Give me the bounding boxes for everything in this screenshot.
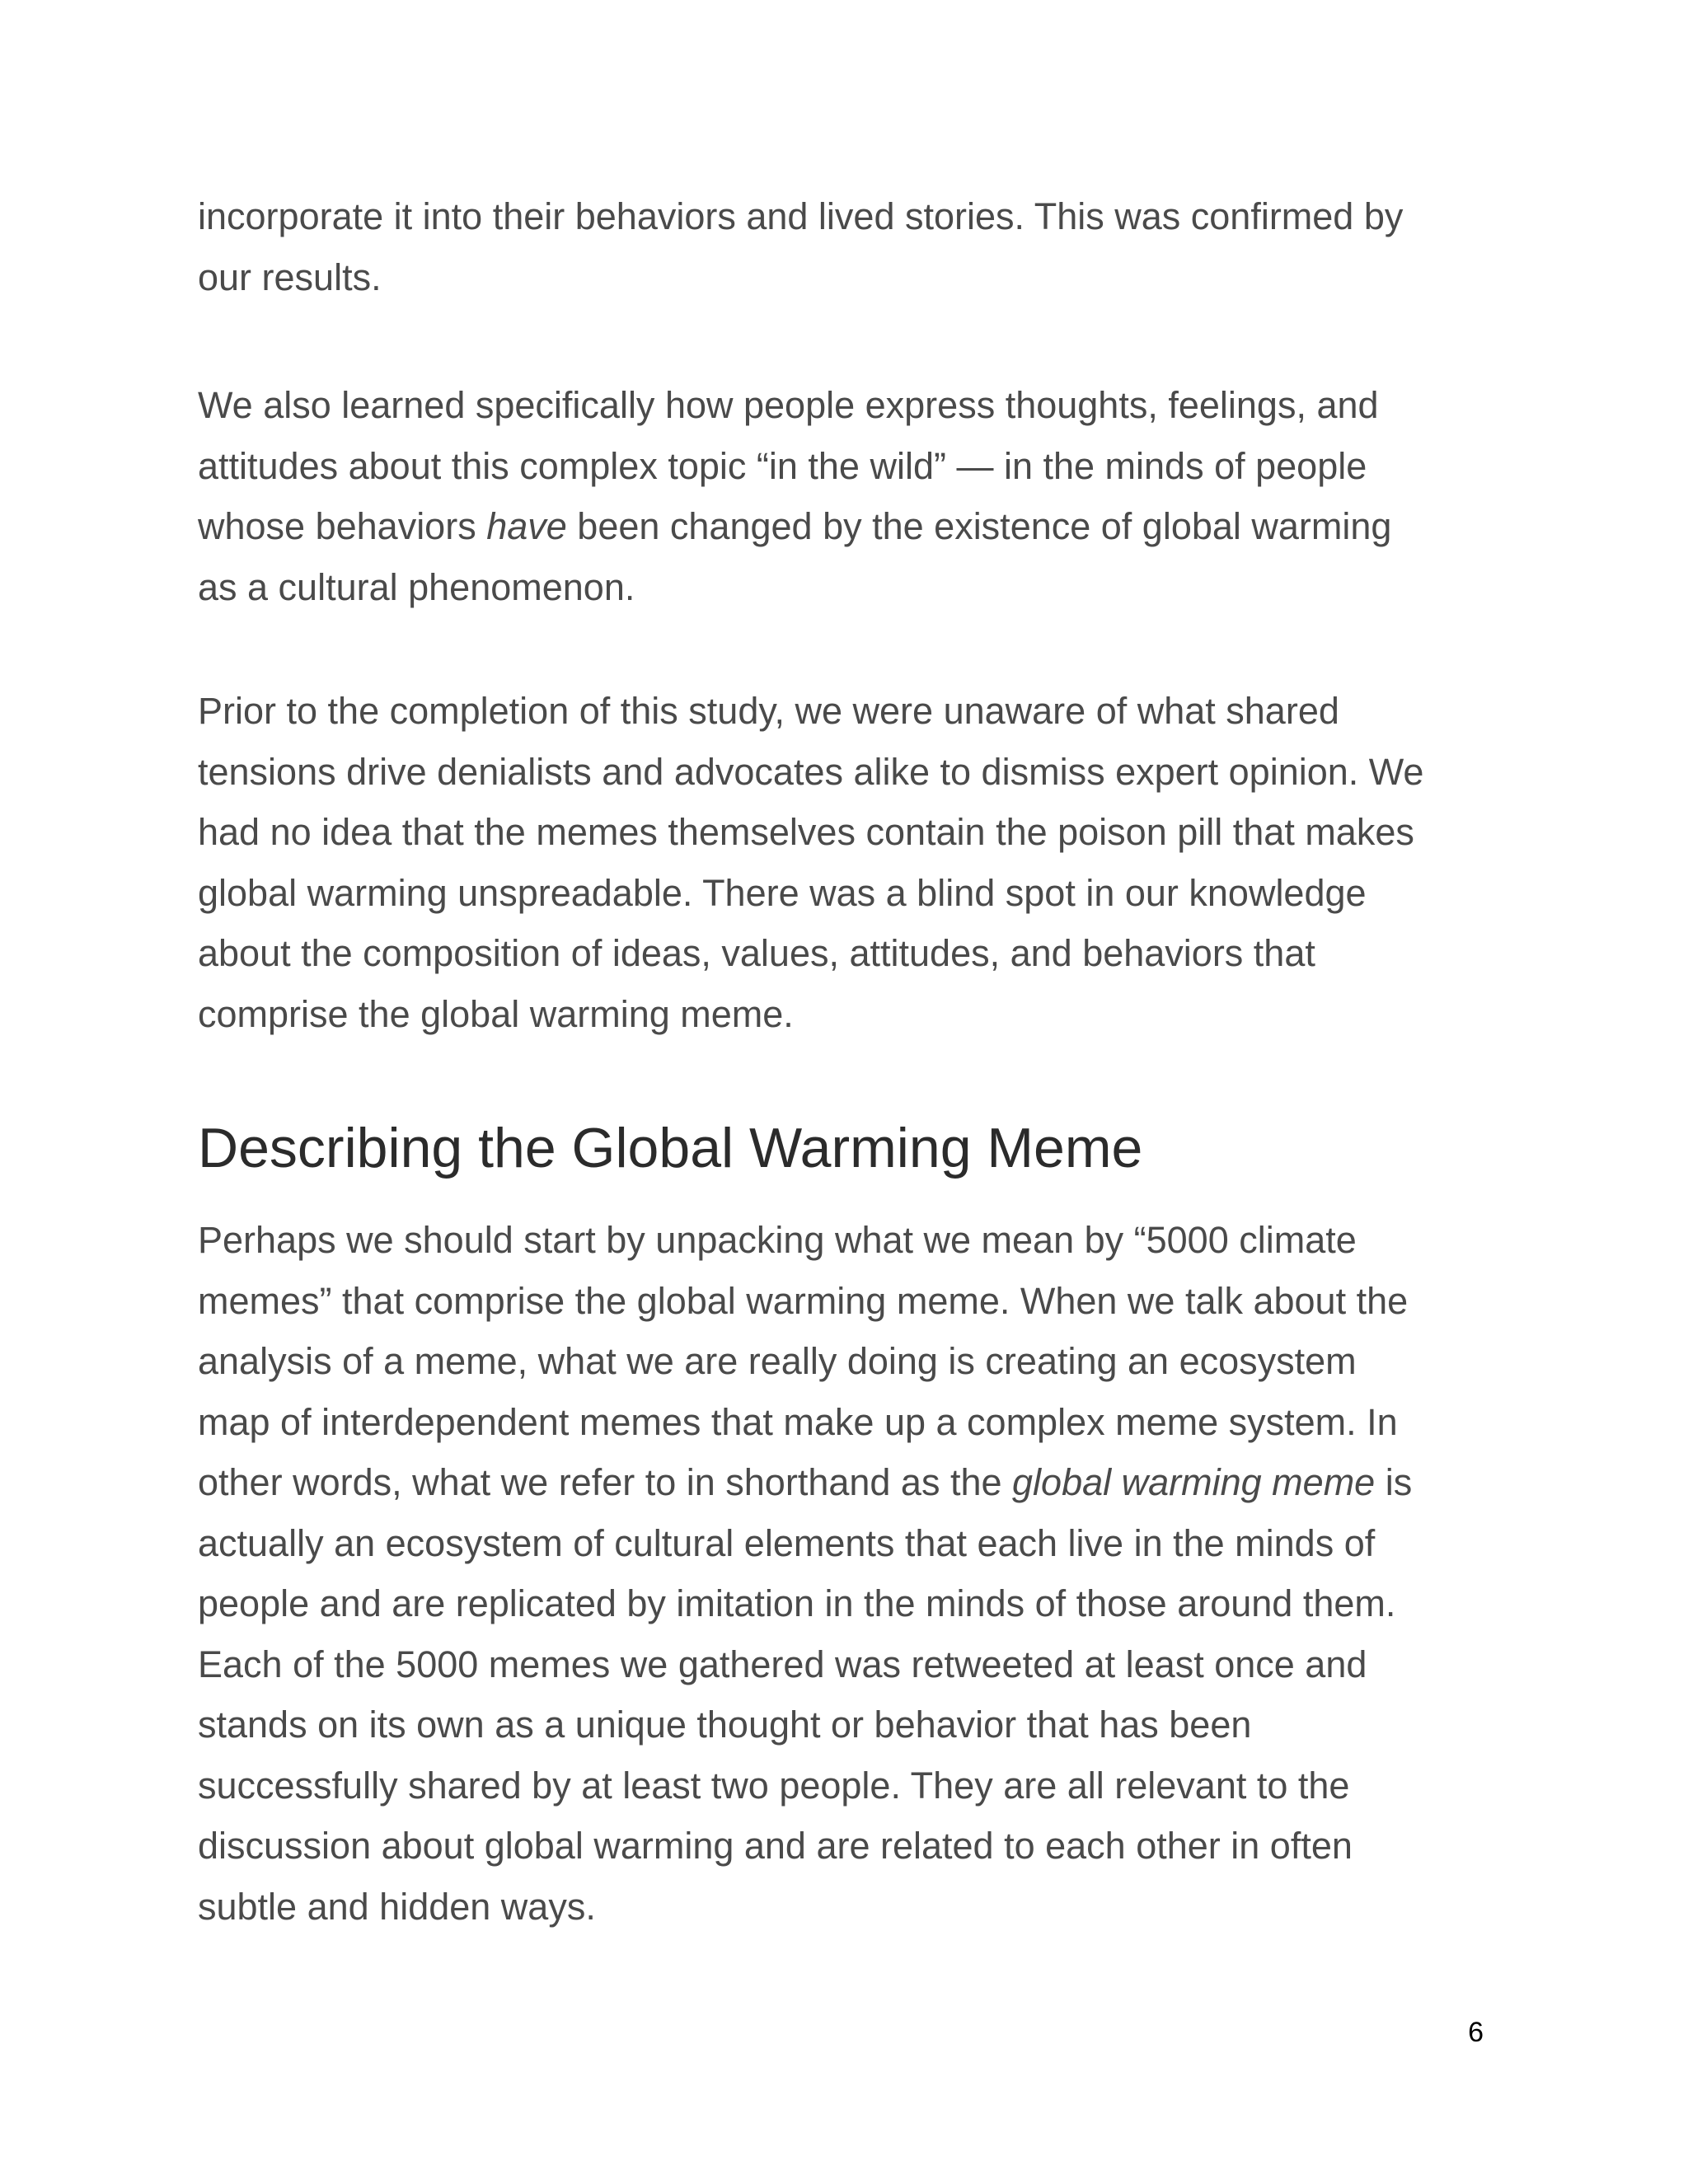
paragraph-text-segment: been changed by the existence of global warming as a cultural phenomenon. <box>198 505 1392 608</box>
emphasis-global-warming-meme: global warming meme <box>1012 1461 1376 1503</box>
paragraph-text-segment: We also learned specifically how people express thoughts, feelings, and attitudes about this complex topic “in the wild” — in the minds of people whose behaviors <box>198 384 1379 547</box>
section-heading: Describing the Global Warming Meme <box>198 1117 1143 1179</box>
paragraph-text-segment: is actually an ecosystem of cultural elements that each live in the minds of people and are replicated by imitation in the minds of those around them. Each of the 5000 memes we gathered was retweeted at least once and stands on its own as a unique thought or behavior that has been successfully shared by at least two people. They are all relevant to the discussion about global warming and are related to each other in often subtle and hidden ways. <box>198 1461 1413 1928</box>
paragraph-continued: incorporate it into their behaviors and lived stories. This was confirmed by our results. <box>198 195 1404 298</box>
paragraph-text-segment: Perhaps we should start by unpacking what we mean by “5000 climate memes” that comprise the global warming meme. When we talk about the analysis of a meme, what we are really doing is creating an ecosystem map of interdependent memes that make up a complex meme system. In other words, what we refer to in shorthand as the <box>198 1219 1409 1503</box>
emphasis-have: have <box>486 505 567 547</box>
page-number: 6 <box>1468 2017 1484 2048</box>
paragraph-describing-meme <box>198 1210 1500 1937</box>
paragraph-prior-to-study: Prior to the completion of this study, we were unaware of what shared tensions drive denialists and advocates alike to dismiss expert opinion. We had no idea that the memes themselves contain the poison pill that makes global warming unspreadable. There was a blind spot in our knowledge about the composition of ideas, values, attitudes, and behaviors that comprise the global warming meme. <box>198 690 1424 1035</box>
paragraph-in-the-wild <box>198 375 1500 617</box>
